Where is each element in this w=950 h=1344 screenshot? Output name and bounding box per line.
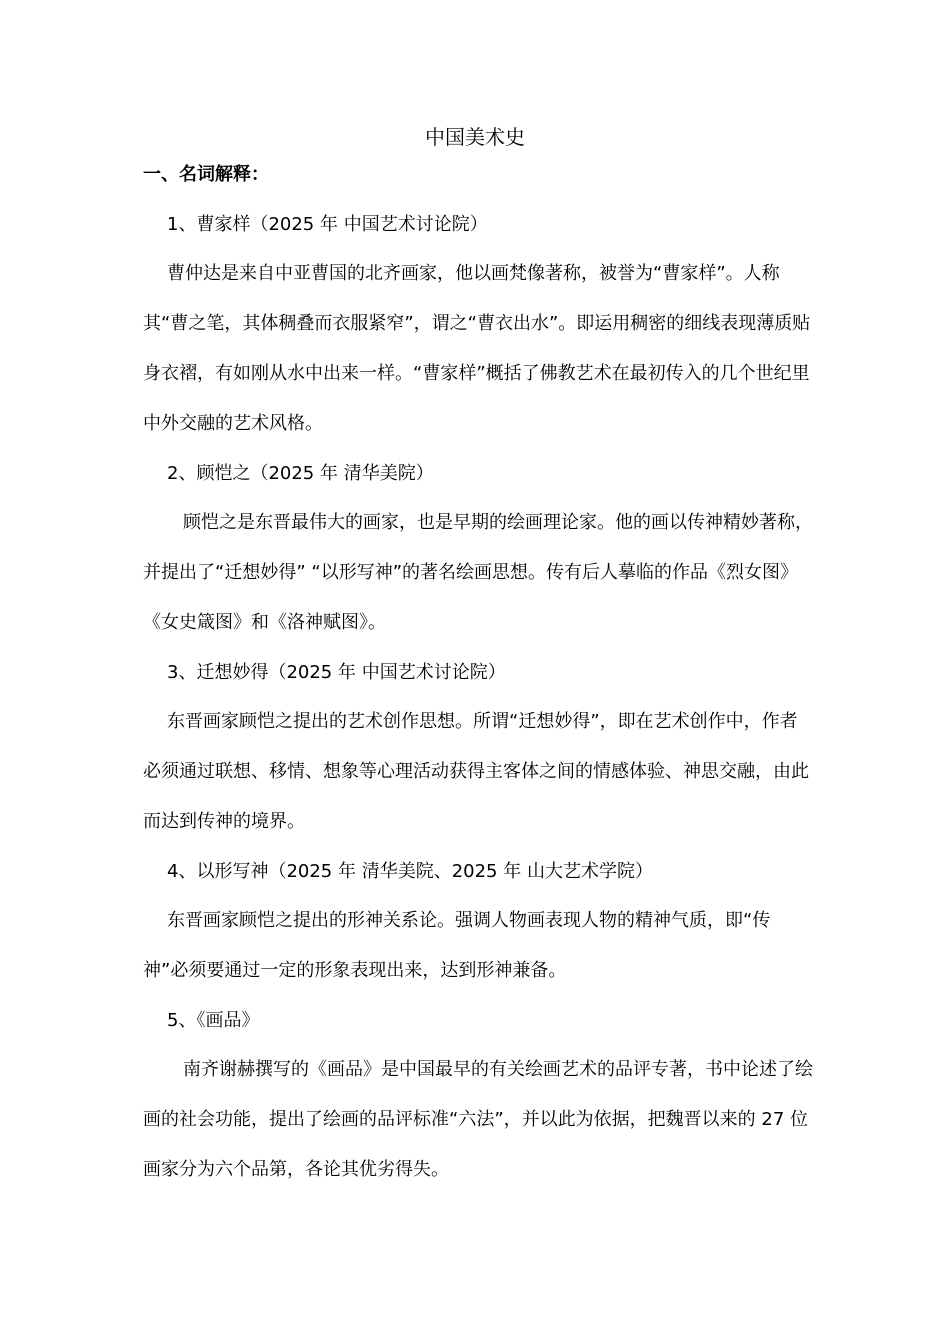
entry-definition-2: 顾恺之是东晋最伟大的画家，也是早期的绘画理论家。他的画以传神精妙著称，并提出了“迁想妙得” “以形写神”的著名绘画思想。传有后人摹临的作品《烈女图》《女史箴图》和《洛神赋图》。 — [143, 512, 813, 633]
entry-definition-3: 东晋画家顾恺之提出的艺术创作思想。所谓“迁想妙得”，即在艺术创作中，作者必须通过联想、移情、想象等心理活动获得主客体之间的情感体验、神思交融，由此而达到传神的境界。 — [143, 711, 809, 832]
entry-definition-1: 曹仲达是来自中亚曹国的北齐画家，他以画梵像著称，被誉为“曹家样”。人称其“曹之笔，其体稠叠而衣服紧窄”，谓之“曹衣出水”。即运用稠密的细线表现薄质贴身衣褶，有如刚从水中出来一样。“曹家样”概括了佛教艺术在最初传入的几个世纪里中外交融的艺术风格。 — [143, 263, 811, 434]
document-title: 中国美术史 — [425, 125, 525, 149]
entry-definition-4: 东晋画家顾恺之提出的形神关系论。强调人物画表现人物的精神气质，即“传神”必须要通过一定的形象表现出来，达到形神兼备。 — [143, 910, 771, 981]
entry-term-3: 3、迁想妙得（2025 年 中国艺术讨论院） — [167, 662, 506, 683]
entry-term-2: 2、顾恺之（2025 年 清华美院） — [167, 463, 434, 484]
entry-term-4: 4、以形写神（2025 年 清华美院、2025 年 山大艺术学院） — [167, 861, 653, 882]
entry-term-5: 5、《画品》 — [167, 1010, 260, 1031]
section-heading: 一、名词解释： — [143, 164, 269, 185]
entry-term-1: 1、曹家样（2025 年 中国艺术讨论院） — [167, 214, 488, 235]
entry-definition-5: 南齐谢赫撰写的《画品》是中国最早的有关绘画艺术的品评专著，书中论述了绘画的社会功能，提出了绘画的品评标准“六法”，并以此为依据，把魏晋以来的 27 位画家分为六个品第，各论其优劣得失。 — [143, 1059, 813, 1180]
